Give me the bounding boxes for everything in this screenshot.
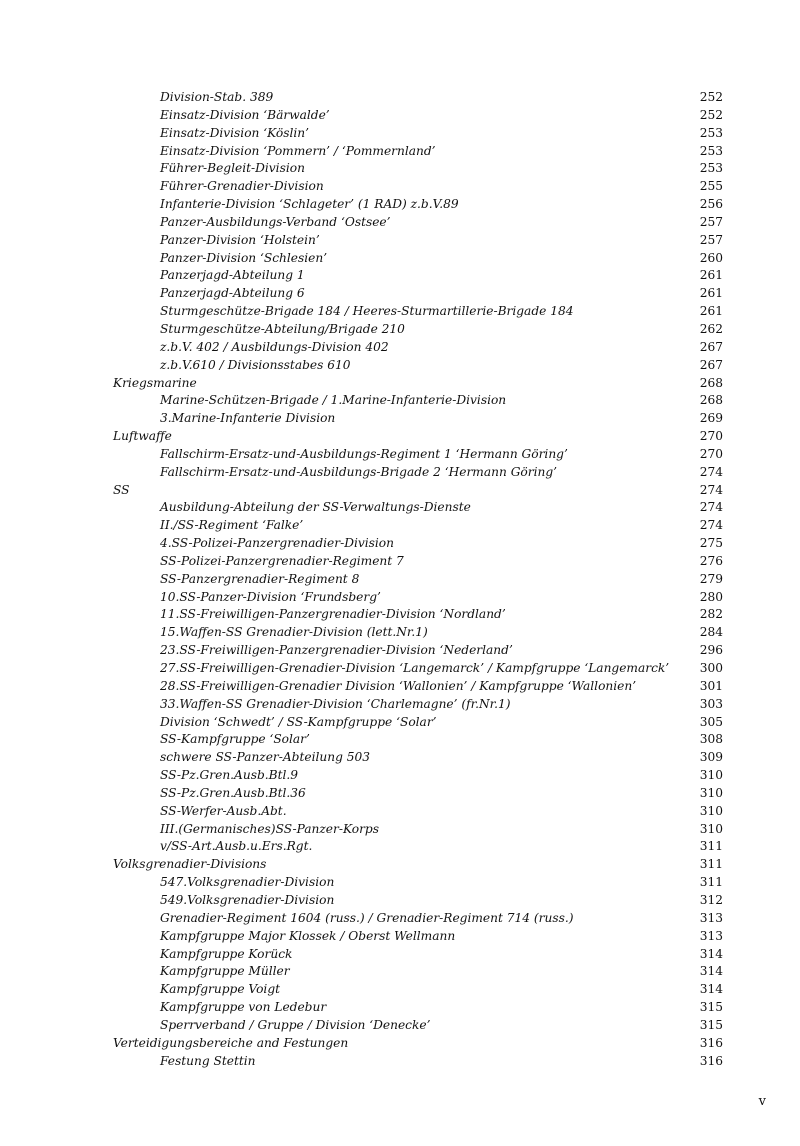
toc-page-number: 314: [699, 946, 723, 961]
toc-section-title: Kriegsmarine: [113, 375, 197, 390]
toc-entry-title: Infanterie-Division ‘Schlageter’ (1 RAD) z.b.V.89: [160, 197, 459, 212]
toc-page-number: 312: [699, 892, 723, 907]
toc-page-number: 311: [699, 857, 723, 872]
toc-entry-title: v/SS-Art.Ausb.u.Ers.Rgt.: [160, 839, 313, 854]
toc-entry-row: [113, 517, 723, 535]
toc-entry-title: Kampfgruppe Müller: [160, 964, 290, 979]
toc-entry-title: Führer-Grenadier-Division: [160, 179, 324, 194]
toc-entry-title: SS-Panzergrenadier-Regiment 8: [160, 571, 360, 586]
toc-page-number: 301: [699, 678, 723, 693]
toc-entry-title: Fallschirm-Ersatz-und-Ausbildungs-Brigade 2 ‘Hermann Göring’: [160, 464, 558, 479]
toc-entry-title: Panzerjagd-Abteilung 6: [160, 286, 305, 301]
toc-page-number: 309: [699, 750, 723, 765]
toc-entry-title: Kampfgruppe Voigt: [160, 982, 281, 997]
toc-entry-title: Festung Stettin: [160, 1053, 256, 1068]
toc-entry-row: [113, 892, 723, 910]
toc-page-number: 276: [699, 553, 723, 568]
toc-page-number: 267: [699, 339, 723, 354]
toc-entry-row: [113, 285, 723, 303]
toc-page-number: 262: [699, 321, 723, 336]
toc-entry-title: 23.SS-Freiwilligen-Panzergrenadier-Division ‘Nederland’: [160, 643, 513, 658]
toc-page-number: 270: [699, 429, 723, 444]
toc-entry-title: Sturmgeschütze-Abteilung/Brigade 210: [160, 321, 405, 336]
toc-entry-row: [113, 749, 723, 767]
toc-entry-row: [113, 499, 723, 517]
toc-page-number: 310: [699, 768, 723, 783]
toc-entry-title: Grenadier-Regiment 1604 (russ.) / Grenadier-Regiment 714 (russ.): [160, 910, 574, 925]
toc-page-number: 315: [699, 1000, 723, 1015]
toc-page-number: 311: [699, 875, 723, 890]
toc-section-row: [113, 1035, 723, 1053]
toc-entry-row: [113, 838, 723, 856]
toc-entry-row: [113, 232, 723, 250]
toc-page-number: 261: [699, 304, 723, 319]
toc-entry-row: [113, 214, 723, 232]
toc-entry-row: [113, 963, 723, 981]
toc-section-title: SS: [113, 482, 130, 497]
toc-entry-row: [113, 357, 723, 375]
toc-page-number: 313: [699, 910, 723, 925]
toc-entry-title: 10.SS-Panzer-Division ‘Frundsberg’: [160, 589, 381, 604]
toc-entry-row: [113, 160, 723, 178]
toc-entry-title: 3.Marine-Infanterie Division: [160, 411, 336, 426]
toc-page-number: 311: [699, 839, 723, 854]
toc-entry-title: Panzer-Division ‘Schlesien’: [160, 250, 328, 265]
toc-page-number: 268: [699, 393, 723, 408]
toc-entry-title: III.(Germanisches)SS-Panzer-Korps: [160, 821, 379, 836]
toc-entry-row: [113, 981, 723, 999]
toc-entry-title: z.b.V. 402 / Ausbildungs-Division 402: [160, 339, 389, 354]
toc-entry-row: [113, 821, 723, 839]
toc-entry-title: schwere SS-Panzer-Abteilung 503: [160, 750, 371, 765]
toc-entry-row: [113, 267, 723, 285]
toc-entry-row: [113, 767, 723, 785]
toc-entry-title: Division-Stab. 389: [160, 90, 274, 104]
toc-page-number: 270: [699, 446, 723, 461]
toc-page-number: 268: [699, 375, 723, 390]
toc-entry-title: 4.SS-Polizei-Panzergrenadier-Division: [160, 536, 394, 551]
toc-entry-title: Ausbildung-Abteilung der SS-Verwaltungs-Dienste: [160, 500, 471, 515]
toc-page-number: 261: [699, 286, 723, 301]
toc-entry-row: [113, 660, 723, 678]
toc-page-number: 274: [699, 500, 723, 515]
toc-entry-title: Sperrverband / Gruppe / Division ‘Denecke’: [160, 1017, 431, 1032]
toc-entry-row: [113, 321, 723, 339]
toc-entry-row: [113, 642, 723, 660]
toc-page-number: 253: [699, 125, 723, 140]
toc-entry-row: [113, 410, 723, 428]
toc-section-title: Verteidigungsbereiche and Festungen: [113, 1035, 349, 1050]
toc-page-number: 316: [699, 1053, 723, 1068]
toc-page-number: 275: [699, 536, 723, 551]
toc-page-number: 274: [699, 518, 723, 533]
toc-entry-row: [113, 143, 723, 161]
toc-entry-row: [113, 446, 723, 464]
toc-entry-title: 547.Volksgrenadier-Division: [160, 875, 335, 890]
toc-page-number: 252: [699, 90, 723, 104]
toc-entry-row: [113, 606, 723, 624]
toc-page-number: 284: [699, 625, 723, 640]
toc-entry-row: [113, 714, 723, 732]
toc-entry-row: [113, 303, 723, 321]
toc-entry-title: 33.Waffen-SS Grenadier-Division ‘Charlemagne’ (fr.Nr.1): [160, 696, 511, 711]
toc-entry-title: z.b.V.610 / Divisionsstabes 610: [160, 357, 351, 372]
toc-page-number: 310: [699, 821, 723, 836]
toc-entry-title: Sturmgeschütze-Brigade 184 / Heeres-Sturmartillerie-Brigade 184: [160, 304, 574, 319]
toc-page-number: 267: [699, 357, 723, 372]
toc-page-number: 308: [699, 732, 723, 747]
toc-entry-title: SS-Pz.Gren.Ausb.Btl.36: [160, 785, 306, 800]
toc-page-number: 261: [699, 268, 723, 283]
toc-entry-title: Panzerjagd-Abteilung 1: [160, 268, 305, 283]
toc-page-number: 274: [699, 482, 723, 497]
toc-entry-row: [113, 553, 723, 571]
toc-entry-row: [113, 178, 723, 196]
toc-page-number: 310: [699, 803, 723, 818]
toc-page-number: 279: [699, 571, 723, 586]
toc-page-number: 305: [699, 714, 723, 729]
toc-entry-title: 15.Waffen-SS Grenadier-Division (lett.Nr.1): [160, 625, 428, 640]
toc-page-number: 303: [699, 696, 723, 711]
toc-entry-row: [113, 535, 723, 553]
toc-entry-row: [113, 624, 723, 642]
toc-entry-title: Kampfgruppe von Ledebur: [160, 1000, 327, 1015]
toc-entry-title: 28.SS-Freiwilligen-Grenadier Division ‘Wallonien’ / Kampfgruppe ‘Wallonien’: [160, 678, 637, 693]
toc-page-number: 260: [699, 250, 723, 265]
toc-page-number: 257: [699, 214, 723, 229]
toc-entry-row: [113, 196, 723, 214]
toc-entry-title: SS-Pz.Gren.Ausb.Btl.9: [160, 768, 299, 783]
toc-entry-row: [113, 678, 723, 696]
toc-entry-title: II./SS-Regiment ‘Falke’: [160, 518, 304, 533]
toc-entry-row: [113, 571, 723, 589]
toc-page-number: 274: [699, 464, 723, 479]
page-number: v: [758, 1094, 766, 1109]
toc-entry-row: [113, 874, 723, 892]
toc-entry-title: 27.SS-Freiwilligen-Grenadier-Division ‘Langemarck’ / Kampfgruppe ‘Langemarck’: [160, 661, 670, 675]
toc-page-number: 253: [699, 161, 723, 176]
toc-page-number: 314: [699, 964, 723, 979]
toc-page-number: 296: [699, 643, 723, 658]
toc-section-row: [113, 428, 723, 446]
toc-entry-title: Kampfgruppe Korück: [160, 946, 293, 961]
toc-entry-title: SS-Polizei-Panzergrenadier-Regiment 7: [160, 553, 404, 568]
toc-entry-title: Panzer-Division ‘Holstein’: [160, 232, 320, 247]
toc-page-number: 316: [699, 1035, 723, 1050]
toc-entry-row: [113, 946, 723, 964]
toc-page-number: 255: [699, 179, 723, 194]
toc-entry-title: 11.SS-Freiwilligen-Panzergrenadier-Division ‘Nordland’: [160, 607, 506, 622]
toc-entry-title: Panzer-Ausbildungs-Verband ‘Ostsee’: [160, 214, 391, 229]
toc-entry-row: [113, 392, 723, 410]
toc-page-number: 313: [699, 928, 723, 943]
toc-entry-title: SS-Werfer-Ausb.Abt.: [160, 803, 287, 818]
toc-entry-title: Einsatz-Division ‘Köslin’: [160, 125, 310, 140]
toc-page-number: 280: [699, 589, 723, 604]
toc-entry-row: [113, 1053, 723, 1071]
toc-entry-title: Einsatz-Division ‘Bärwalde’: [160, 107, 330, 122]
toc-entry-row: [113, 89, 723, 107]
toc-entry-row: [113, 589, 723, 607]
table-of-contents: [113, 89, 723, 1070]
toc-entry-row: [113, 785, 723, 803]
toc-page-number: 256: [699, 197, 723, 212]
toc-entry-row: [113, 928, 723, 946]
toc-entry-title: Einsatz-Division ‘Pommern’ / ‘Pommernland’: [160, 143, 436, 158]
toc-section-row: [113, 482, 723, 500]
toc-entry-row: [113, 803, 723, 821]
toc-page-number: 300: [699, 661, 723, 675]
toc-entry-title: 549.Volksgrenadier-Division: [160, 892, 335, 907]
toc-entry-title: Führer-Begleit-Division: [160, 161, 305, 176]
toc-entry-row: [113, 910, 723, 928]
toc-page-number: 257: [699, 232, 723, 247]
toc-entry-title: Division ‘Schwedt’ / SS-Kampfgruppe ‘Solar’: [160, 714, 437, 729]
toc-entry-title: Kampfgruppe Major Klossek / Oberst Wellmann: [160, 928, 456, 943]
toc-page-number: 269: [699, 411, 723, 426]
toc-section-title: Luftwaffe: [113, 429, 172, 444]
toc-entry-row: [113, 731, 723, 749]
toc-page-number: 253: [699, 143, 723, 158]
toc-page-number: 314: [699, 982, 723, 997]
toc-entry-row: [113, 464, 723, 482]
toc-entry-row: [113, 999, 723, 1017]
toc-page-number: 315: [699, 1017, 723, 1032]
toc-page-number: 310: [699, 785, 723, 800]
toc-page-number: 252: [699, 107, 723, 122]
toc-entry-row: [113, 696, 723, 714]
toc-entry-title: Fallschirm-Ersatz-und-Ausbildungs-Regiment 1 ‘Hermann Göring’: [160, 446, 568, 461]
toc-entry-row: [113, 250, 723, 268]
toc-page-number: 282: [699, 607, 723, 622]
toc-entry-row: [113, 107, 723, 125]
toc-entry-title: SS-Kampfgruppe ‘Solar’: [160, 732, 310, 747]
toc-section-row: [113, 375, 723, 393]
toc-section-title: Volksgrenadier-Divisions: [113, 857, 267, 872]
toc-entry-row: [113, 1017, 723, 1035]
toc-section-row: [113, 856, 723, 874]
toc-entry-row: [113, 339, 723, 357]
toc-entry-title: Marine-Schützen-Brigade / 1.Marine-Infanterie-Division: [160, 393, 507, 408]
toc-entry-row: [113, 125, 723, 143]
